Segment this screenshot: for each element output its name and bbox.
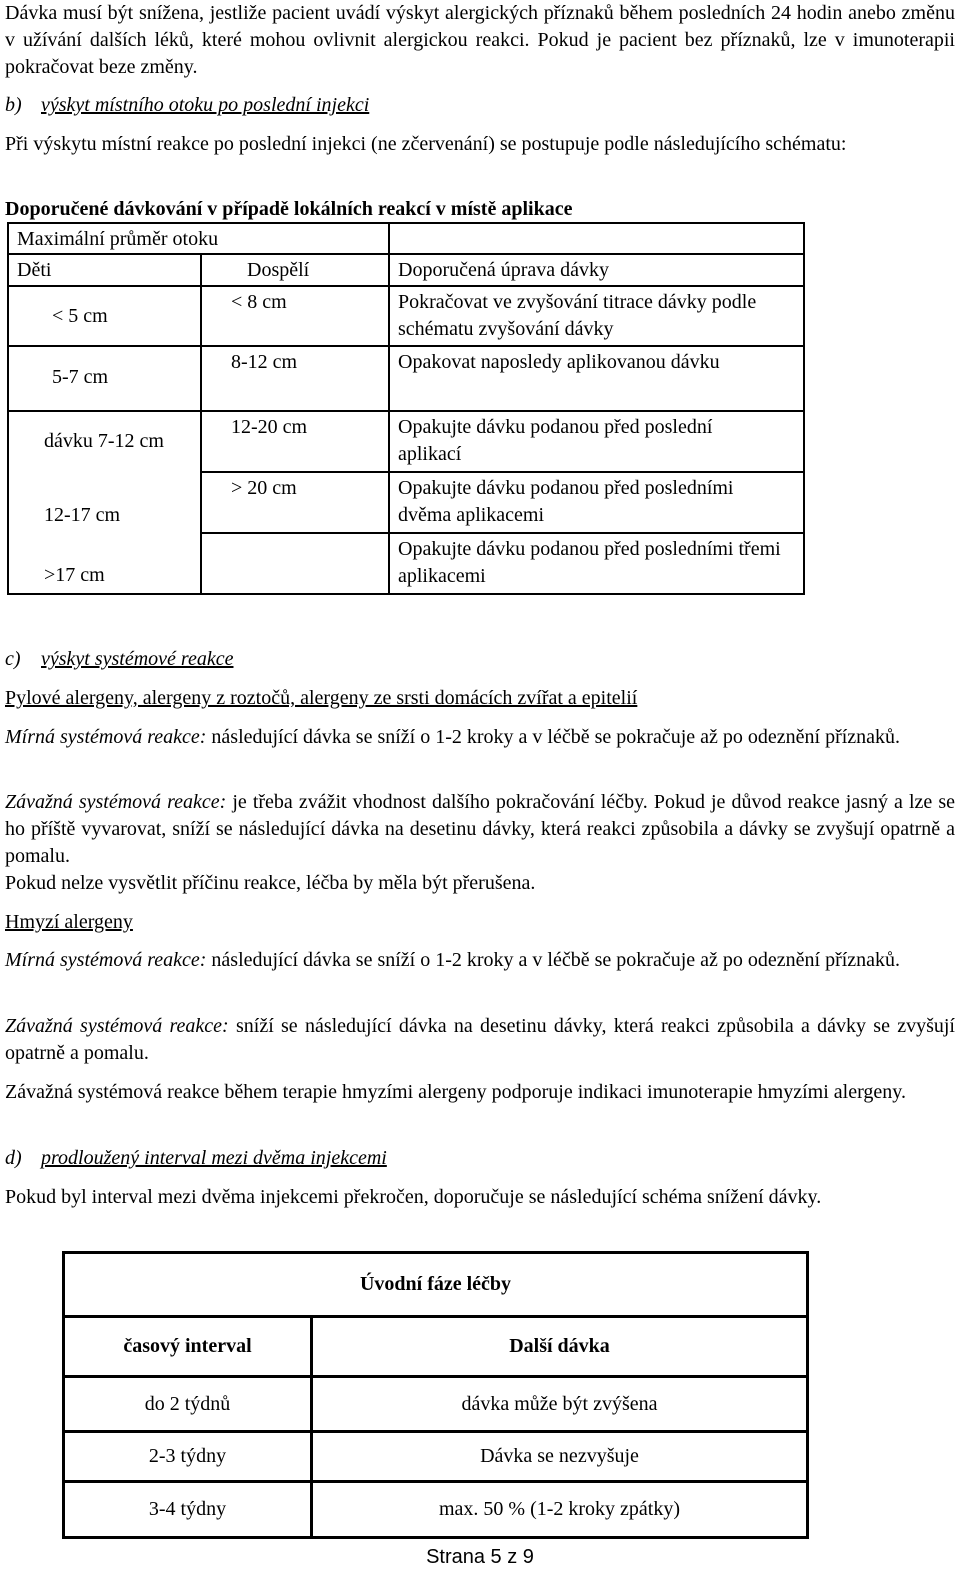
action-cell: Opakujte dávku podanou před poslední aplikací [389, 411, 804, 472]
interval-dose-table [62, 1251, 809, 1539]
header-recommended-adjustment: Doporučená úprava dávky [389, 254, 804, 286]
adult-size-cell: > 20 cm [201, 472, 389, 533]
child-size-cell: < 5 cm [8, 286, 201, 346]
header-children: Děti [8, 254, 201, 286]
insect-severe-paragraph [5, 1013, 955, 1067]
section-b-heading [5, 92, 955, 119]
table-row [64, 1377, 808, 1432]
next-dose-cell: dávka může být zvýšena [312, 1377, 808, 1432]
next-dose-cell: Dávka se nezvyšuje [312, 1432, 808, 1482]
table-row [64, 1482, 808, 1538]
action-cell: Opakujte dávku podanou před posledními dvěma aplikacemi [389, 472, 804, 533]
section-d-heading [5, 1145, 955, 1172]
swelling-group-header: Maximální průměr otoku [8, 223, 389, 254]
header-time-interval: časový interval [64, 1317, 312, 1377]
action-cell: Opakujte dávku podanou před posledními třemi aplikacemi [389, 533, 804, 594]
swelling-dose-table [7, 222, 805, 595]
child-size-cell: 12-17 cm [8, 472, 201, 533]
interval-cell: do 2 týdnů [64, 1377, 312, 1432]
child-size-cell: 5-7 cm [8, 346, 201, 411]
section-c-marker: c) [5, 648, 21, 670]
action-cell: Pokračovat ve zvyšování titrace dávky podle schématu zvyšování dávky [389, 286, 804, 346]
header-adults: Dospělí [201, 254, 389, 286]
adult-size-cell: < 8 cm [201, 286, 389, 346]
page-number: Strana 5 z 9 [426, 1546, 534, 1568]
adult-size-cell: 8-12 cm [201, 346, 389, 411]
header-next-dose: Další dávka [312, 1317, 808, 1377]
insect-severe-label: Závažná systémová reakce: [5, 1015, 229, 1037]
section-b-paragraph: Při výskytu místní reakce po poslední injekci (ne zčervenání) se postupuje podle následujícího schématu: [5, 133, 847, 155]
action-cell: Opakovat naposledy aplikovanou dávku [389, 346, 804, 411]
section-d-paragraph: Pokud byl interval mezi dvěma injekcemi překročen, doporučuje se následující schéma snížení dávky. [5, 1186, 822, 1208]
insect-severe-text: sníží se následující dávka na desetinu dávky, která reakci způsobila a dávky se zvyšují opatrně a pomalu. [5, 1015, 955, 1064]
section-b-marker: b) [5, 94, 22, 116]
table-row [8, 286, 804, 346]
pollen-severe-paragraph [5, 789, 955, 870]
section-d-marker: d) [5, 1147, 22, 1169]
adult-size-cell [201, 533, 389, 594]
pollen-mild-text: následující dávka se sníží o 1-2 kroky a v léčbě se pokračuje až po odeznění příznaků. [206, 726, 901, 748]
table-row [8, 346, 804, 411]
pollen-unexplained-paragraph: Pokud nelze vysvětlit příčinu reakce, léčba by měla být přerušena. [5, 872, 536, 894]
swelling-group-header-empty [389, 223, 804, 254]
section-c-heading-text: výskyt systémové reakce [41, 648, 234, 670]
child-size-cell: >17 cm [8, 533, 201, 594]
swelling-table-title: Doporučené dávkování v případě lokálních reakcí v místě aplikace [5, 198, 573, 220]
next-dose-cell: max. 50 % (1-2 kroky zpátky) [312, 1482, 808, 1538]
table-row [8, 533, 804, 594]
child-size-cell: dávku 7-12 cm [8, 411, 201, 472]
pollen-allergens-heading: Pylové alergeny, alergeny z roztočů, alergeny ze srsti domácích zvířat a epitelií [5, 687, 638, 709]
pollen-mild-paragraph [5, 724, 955, 751]
intro-paragraph: Dávka musí být snížena, jestliže pacient uvádí výskyt alergických příznaků během posledních 24 hodin anebo změnu v užívání dalších léků, které mohou ovlivnit alergickou reakci. Pokud je pacient bez příznaků, lze v imunoterapii pokračovat beze změny. [5, 2, 955, 78]
interval-cell: 3-4 týdny [64, 1482, 312, 1538]
insect-mild-paragraph [5, 947, 955, 974]
section-d-heading-text: prodloužený interval mezi dvěma injekcemi [41, 1147, 387, 1169]
insect-allergens-heading: Hmyzí alergeny [5, 911, 133, 933]
section-c-heading [5, 646, 955, 673]
insect-mild-text: následující dávka se sníží o 1-2 kroky a v léčbě se pokračuje až po odeznění příznaků. [206, 949, 901, 971]
table-row [64, 1432, 808, 1482]
insect-mild-label: Mírná systémová reakce: [5, 949, 207, 971]
interval-cell: 2-3 týdny [64, 1432, 312, 1482]
pollen-severe-label: Závažná systémová reakce: [5, 791, 227, 813]
table-row [8, 411, 804, 472]
pollen-mild-label: Mírná systémová reakce: [5, 726, 207, 748]
insect-note-paragraph: Závažná systémová reakce během terapie hmyzími alergeny podporuje indikaci imunoterapie hmyzími alergeny. [5, 1081, 906, 1103]
pollen-severe-text: je třeba zvážit vhodnost dalšího pokračování léčby. Pokud je důvod reakce jasný a lze se ho příště vyvarovat, sníží se následující dávka na desetinu dávky, která reakci způsobila a dávky se zvyšují opatrně a pomalu. [5, 791, 955, 867]
adult-size-cell: 12-20 cm [201, 411, 389, 472]
table-row [8, 472, 804, 533]
section-b-heading-text: výskyt místního otoku po poslední injekci [41, 94, 370, 116]
initial-phase-title: Úvodní fáze léčby [64, 1253, 808, 1317]
